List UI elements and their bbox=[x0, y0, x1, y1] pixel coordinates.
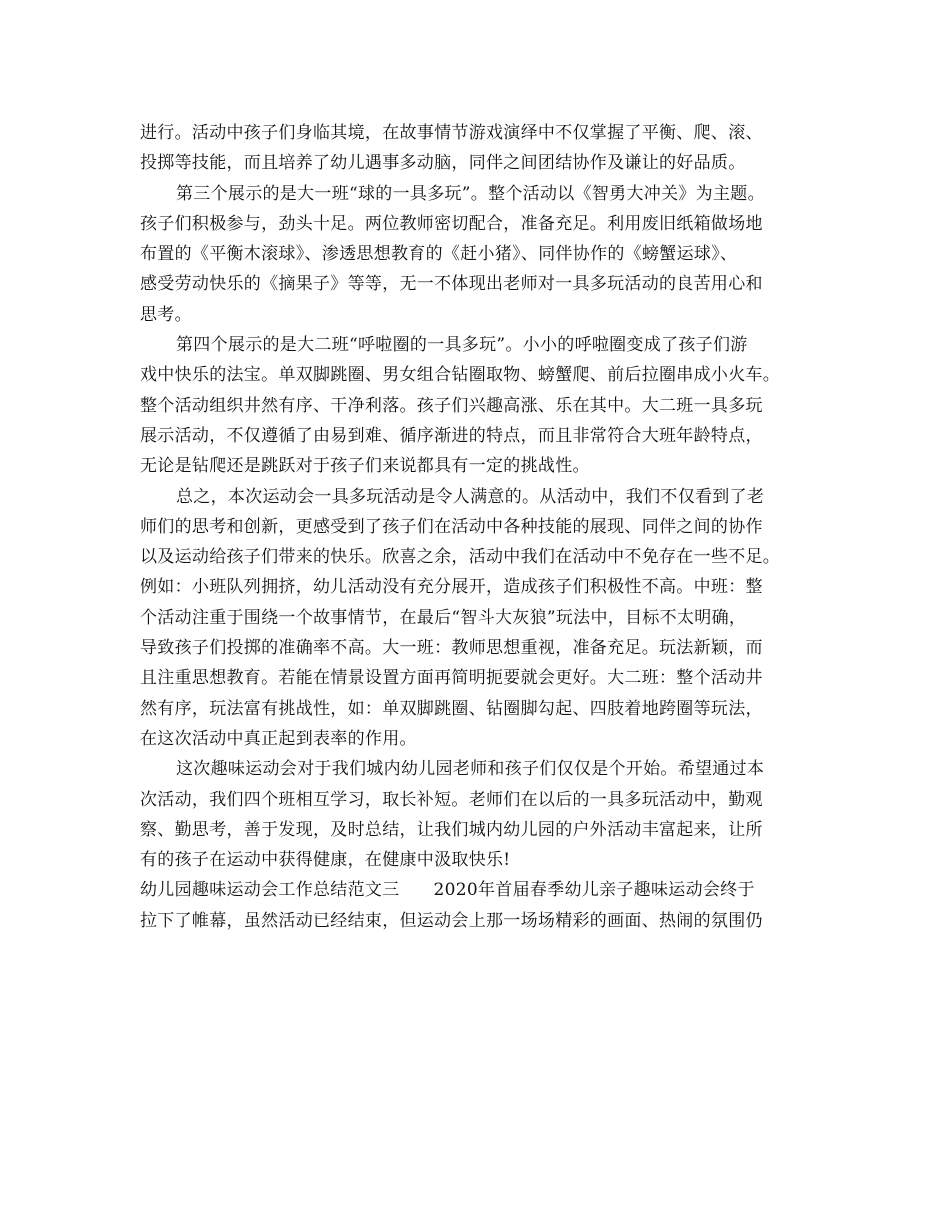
body-line: 有的孩子在运动中获得健康，在健康中汲取快乐! bbox=[140, 850, 511, 871]
section-heading-line bbox=[140, 875, 820, 905]
body-line: 例如：小班队列拥挤，幼儿活动没有充分展开，造成孩子们积极性不高。中班：整 bbox=[140, 577, 763, 598]
body-line: 以及运动给孩子们带来的快乐。欣喜之余，活动中我们在活动中不免存在一些不足。 bbox=[140, 547, 781, 568]
body-line: 进行。活动中孩子们身临其境，在故事情节游戏演绎中不仅掌握了平衡、爬、滚、 bbox=[140, 123, 763, 143]
body-line: 无论是钻爬还是跳跃对于孩子们来说都具有一定的挑战性。 bbox=[140, 456, 590, 477]
body-line: 感受劳动快乐的《摘果子》等等，无一不体现出老师对一具多玩活动的良苦用心和 bbox=[140, 274, 763, 295]
section-title: 幼儿园趣味运动会工作总结范文三 bbox=[140, 880, 400, 901]
section-first-sentence: 2020年首届春季幼儿亲子趣味运动会终于 bbox=[433, 880, 755, 901]
body-line: 个活动注重于围绕一个故事情节，在最后“智斗大灰狼”玩法中，目标不太明确， bbox=[140, 607, 747, 628]
body-line: 且注重思想教育。若能在情景设置方面再简明扼要就会更好。大二班：整个活动井 bbox=[140, 668, 763, 689]
body-line: 察、勤思考，善于发现，及时总结，让我们城内幼儿园的户外活动丰富起来，让所 bbox=[140, 819, 763, 840]
paragraph-start-line: 第三个展示的是大一班“球的一具多玩”。整个活动以《智勇大冲关》为主题。 bbox=[176, 183, 765, 204]
paragraph-start-line: 第四个展示的是大二班“呼啦圈的一具多玩”。小小的呼啦圈变成了孩子们游 bbox=[176, 335, 748, 356]
body-line: 整个活动组织井然有序、干净利落。孩子们兴趣高涨、乐在其中。大二班一具多玩 bbox=[140, 395, 763, 416]
body-line: 戏中快乐的法宝。单双脚跳圈、男女组合钻圈取物、螃蟹爬、前后拉圈串成小火车。 bbox=[140, 365, 781, 386]
body-line: 展示活动，不仅遵循了由易到难、循序渐进的特点，而且非常符合大班年龄特点， bbox=[140, 425, 763, 446]
body-line: 投掷等技能，而且培养了幼儿遇事多动脑，同伴之间团结协作及谦让的好品质。 bbox=[140, 153, 746, 174]
body-line: 拉下了帷幕，虽然活动已经结束，但运动会上那一场场精彩的画面、热闹的氛围仍 bbox=[140, 910, 763, 931]
body-line: 导致孩子们投掷的准确率不高。大一班：教师思想重视，准备充足。玩法新颖，而 bbox=[140, 638, 763, 659]
body-line: 思考。 bbox=[140, 304, 192, 325]
body-line: 孩子们积极参与，劲头十足。两位教师密切配合，准备充足。利用废旧纸箱做场地 bbox=[140, 213, 763, 234]
body-line: 师们的思考和创新，更感受到了孩子们在活动中各种技能的展现、同伴之间的协作 bbox=[140, 516, 763, 537]
body-line: 然有序，玩法富有挑战性，如：单双脚跳圈、钻圈脚勾起、四肢着地跨圈等玩法， bbox=[140, 698, 763, 719]
paragraph-start-line: 这次趣味运动会对于我们城内幼儿园老师和孩子们仅仅是个开始。希望通过本 bbox=[176, 759, 765, 780]
paragraph-start-line: 总之，本次运动会一具多玩活动是令人满意的。从活动中，我们不仅看到了老 bbox=[176, 486, 765, 507]
body-line: 次活动，我们四个班相互学习，取长补短。老师们在以后的一具多玩活动中，勤观 bbox=[140, 789, 763, 810]
document-body bbox=[140, 118, 820, 936]
body-line: 在这次活动中真正起到表率的作用。 bbox=[140, 728, 417, 749]
body-line: 布置的《平衡木滚球》、渗透思想教育的《赶小猪》、同伴协作的《螃蟹运球》、 bbox=[140, 244, 738, 265]
